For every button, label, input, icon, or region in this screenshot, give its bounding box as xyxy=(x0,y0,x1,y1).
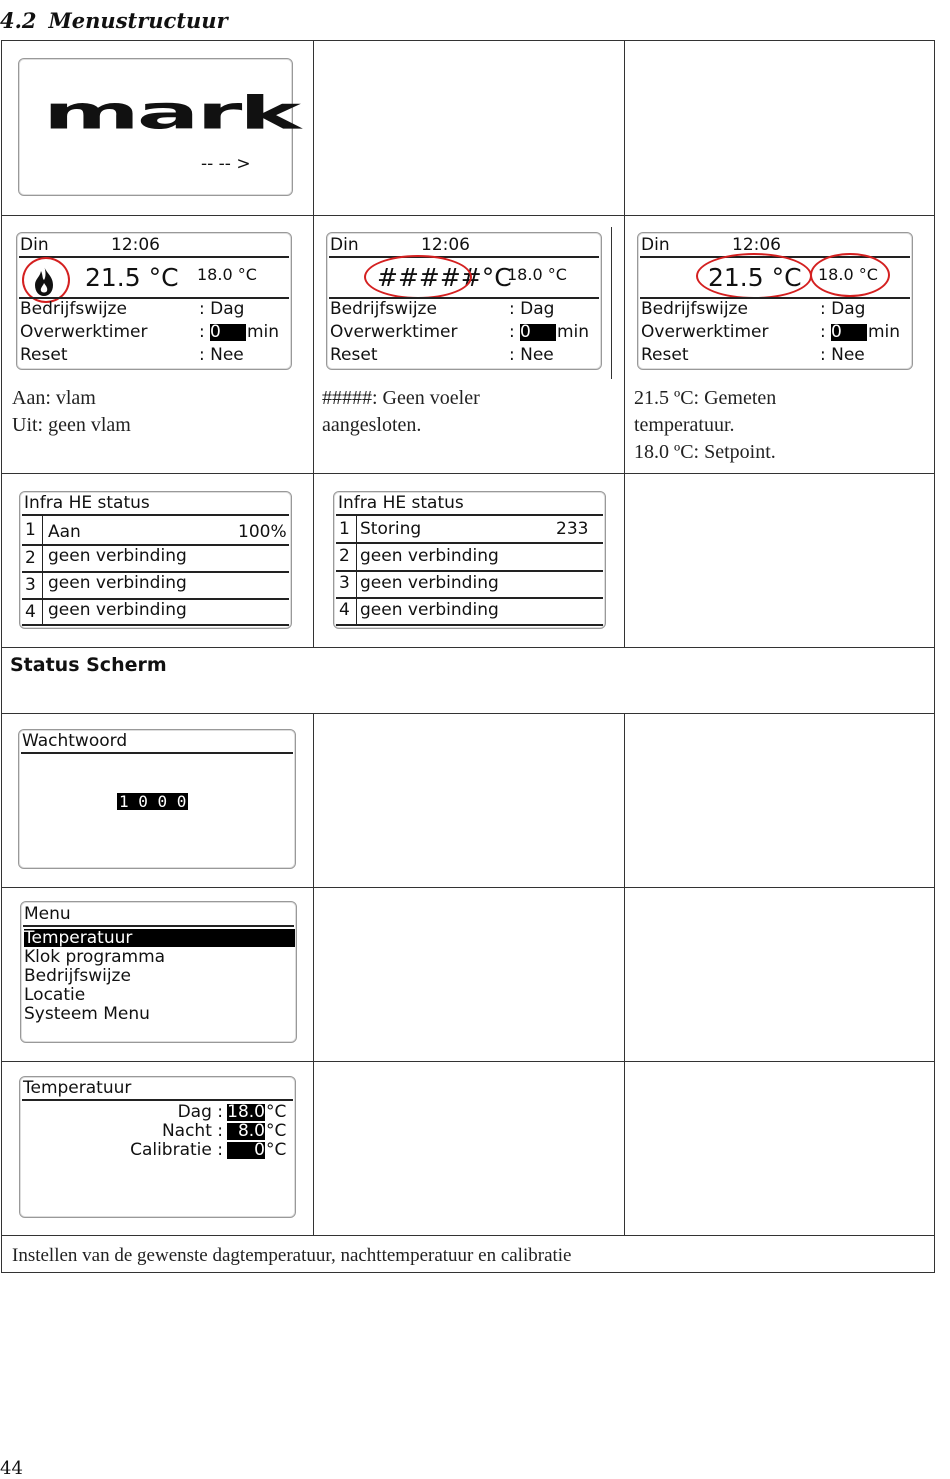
calibratie-value[interactable]: 0 xyxy=(227,1142,265,1159)
row-text: geen verbinding xyxy=(360,573,499,593)
password-title: Wachtwoord xyxy=(22,731,128,751)
setpoint-temp: 18.0 °C xyxy=(818,265,878,284)
dag-label: Dag : xyxy=(177,1102,223,1122)
bedrijfswijze-value: : Dag xyxy=(820,299,866,319)
row-number: 2 xyxy=(339,546,350,566)
status-screen-no-sensor xyxy=(326,232,602,370)
menu-screen xyxy=(20,901,297,1043)
splash-screen xyxy=(18,58,298,196)
menu-item-systeem-menu[interactable]: Systeem Menu xyxy=(24,1004,150,1024)
row-value: 100% xyxy=(238,522,287,542)
reset-label: Reset xyxy=(641,345,689,365)
caption-line: 21.5 ºC: Gemeten xyxy=(634,387,777,409)
menu-item-temperatuur[interactable]: Temperatuur xyxy=(24,929,295,947)
dag-unit: °C xyxy=(266,1102,287,1122)
menu-item-locatie[interactable]: Locatie xyxy=(24,985,86,1005)
bedrijfswijze-value: : Dag xyxy=(199,299,245,319)
day-label: Din xyxy=(330,235,359,255)
row-number: 4 xyxy=(339,600,350,620)
row-number: 2 xyxy=(25,548,36,568)
day-label: Din xyxy=(20,235,49,255)
section-number: 4.2 xyxy=(0,8,37,33)
caption-line: Aan: vlam xyxy=(12,387,96,409)
row-text: geen verbinding xyxy=(48,573,187,593)
status-scherm-label: Status Scherm xyxy=(10,654,167,676)
bedrijfswijze-value: : Dag xyxy=(509,299,555,319)
infra-status-screen-2 xyxy=(333,491,606,629)
overwerk-value: 0 xyxy=(520,324,556,341)
status-screen-setpoint xyxy=(637,232,913,370)
mark-logo: mark xyxy=(43,87,298,140)
section-heading xyxy=(0,8,228,33)
reset-value: : Nee xyxy=(820,345,865,365)
overwerk-colon: : xyxy=(509,322,515,342)
caption-no-sensor xyxy=(322,385,480,439)
row-number: 3 xyxy=(339,573,350,593)
overwerk-unit: min xyxy=(247,322,280,342)
row-text: Storing xyxy=(360,519,422,539)
page-number: 44 xyxy=(0,1458,23,1479)
row-number: 4 xyxy=(25,602,36,622)
row-number: 3 xyxy=(25,575,36,595)
infra-title: Infra HE status xyxy=(24,493,150,513)
time-label: 12:06 xyxy=(732,235,781,255)
splash-arrow: -- -- > xyxy=(201,154,251,174)
password-screen xyxy=(18,729,296,869)
dag-value[interactable]: 18.0 xyxy=(227,1102,265,1122)
setpoint-temp: 18.0 °C xyxy=(507,265,567,284)
temperatuur-screen xyxy=(19,1076,296,1218)
caption-setpoint xyxy=(634,385,776,466)
caption-line: 18.0 ºC: Setpoint. xyxy=(634,441,776,463)
row-number: 1 xyxy=(25,520,36,540)
reset-value: : Nee xyxy=(199,345,244,365)
time-label: 12:06 xyxy=(111,235,160,255)
row-text: Aan xyxy=(48,522,81,542)
row-number: 1 xyxy=(339,519,350,539)
infra-title: Infra HE status xyxy=(338,493,464,513)
time-label: 12:06 xyxy=(421,235,470,255)
status-screen-flame xyxy=(16,232,292,370)
reset-value: : Nee xyxy=(509,345,554,365)
overwerk-colon: : xyxy=(199,322,205,342)
calibratie-label: Calibratie : xyxy=(130,1140,223,1160)
reset-label: Reset xyxy=(330,345,378,365)
reset-label: Reset xyxy=(20,345,68,365)
caption-line: temperatuur. xyxy=(634,414,735,436)
row-text: geen verbinding xyxy=(48,600,187,620)
nacht-label: Nacht : xyxy=(161,1121,223,1141)
temperatuur-title: Temperatuur xyxy=(23,1078,132,1098)
row-value: 233 xyxy=(556,519,589,539)
row-text: geen verbinding xyxy=(48,546,187,566)
row-text: geen verbinding xyxy=(360,600,499,620)
menu-title: Menu xyxy=(24,904,71,924)
measured-temp: 21.5 °C xyxy=(85,263,179,292)
calibratie-unit: °C xyxy=(266,1140,287,1160)
footer-caption: Instellen van de gewenste dagtemperatuur, nachttemperatuur en calibratie xyxy=(12,1245,572,1266)
menu-item-bedrijfswijze[interactable]: Bedrijfswijze xyxy=(24,966,131,986)
menu-item-klok-programma[interactable]: Klok programma xyxy=(24,947,166,967)
caption-flame xyxy=(12,385,131,439)
section-title: Menustructuur xyxy=(48,8,228,33)
measured-temp: 21.5 °C xyxy=(708,263,802,292)
overwerk-colon: : xyxy=(820,322,826,342)
setpoint-temp: 18.0 °C xyxy=(197,265,257,284)
password-value: 1 0 0 0 xyxy=(119,792,187,811)
measured-temp: #####°C xyxy=(377,263,512,292)
overwerk-label: Overwerktimer xyxy=(641,322,769,342)
overwerk-label: Overwerktimer xyxy=(330,322,458,342)
overwerk-unit: min xyxy=(557,322,590,342)
infra-status-screen-1 xyxy=(19,491,292,629)
day-label: Din xyxy=(641,235,670,255)
bedrijfswijze-label: Bedrijfswijze xyxy=(641,299,748,319)
row-text: geen verbinding xyxy=(360,546,499,566)
nacht-value[interactable]: 8.0 xyxy=(227,1123,265,1140)
nacht-unit: °C xyxy=(266,1121,287,1141)
caption-line: #####: Geen voeler xyxy=(322,387,480,409)
caption-line: aangesloten. xyxy=(322,414,422,436)
overwerk-label: Overwerktimer xyxy=(20,322,148,342)
caption-line: Uit: geen vlam xyxy=(12,414,131,436)
overwerk-value: 0 xyxy=(831,324,867,341)
bedrijfswijze-label: Bedrijfswijze xyxy=(20,299,127,319)
overwerk-value: 0 xyxy=(210,324,246,341)
overwerk-unit: min xyxy=(868,322,901,342)
bedrijfswijze-label: Bedrijfswijze xyxy=(330,299,437,319)
